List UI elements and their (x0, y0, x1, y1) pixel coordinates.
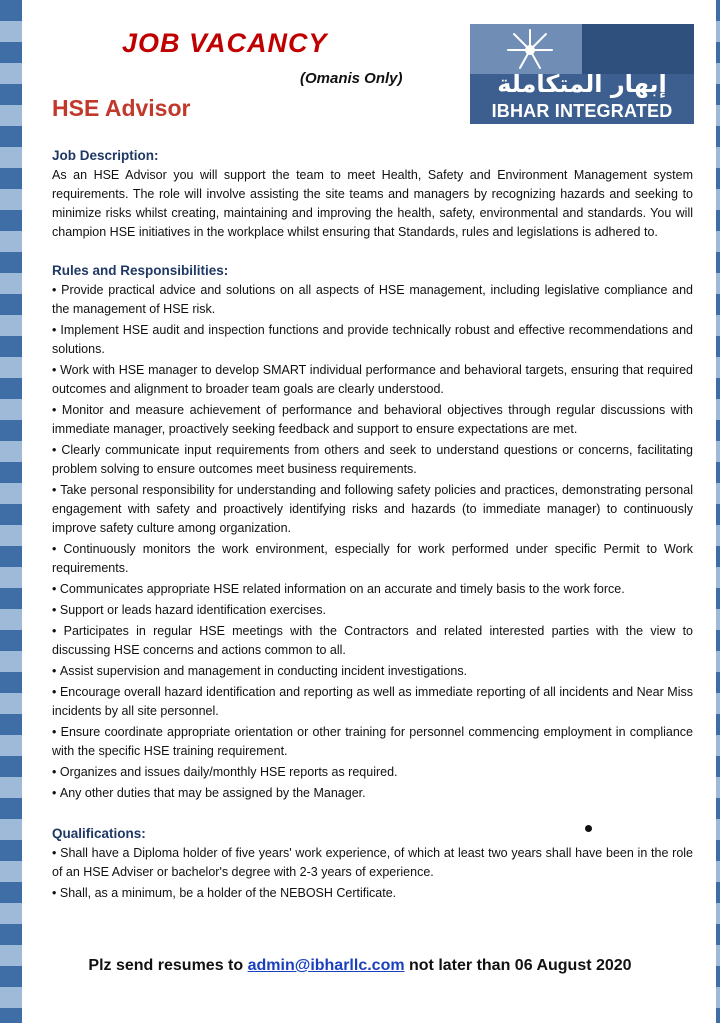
logo-arabic-text: إبهار المتكاملة (497, 70, 667, 98)
job-title: HSE Advisor (52, 95, 191, 121)
list-item: • Encourage overall hazard identification and reporting as well as immediate reporting of all incidents and Near Miss incidents by all site personnel. (52, 683, 693, 721)
logo-latin-text: IBHAR INTEGRATED (491, 101, 673, 121)
job-description-text: As an HSE Advisor you will support the team to meet Health, Safety and Environment Management system requirements. The role will involve assisting the site teams and managers by recognizing hazards and seeking to minimize risks whilst creating, maintaining and improving the health, safety, environmental and standards. You will champion HSE initiatives in the workplace whilst ensuring that Standards, rules and legislations is adhered to. (52, 168, 693, 239)
list-item: • Implement HSE audit and inspection functions and provide technically robust and effective recommendations and solutions. (52, 321, 693, 359)
footer-prefix: Plz send resumes to (88, 957, 248, 974)
application-instructions (0, 957, 720, 975)
subhead: (Omanis Only) (300, 70, 403, 87)
list-item: • Any other duties that may be assigned by the Manager. (52, 784, 693, 803)
headline: JOB VACANCY (122, 28, 328, 58)
list-item: • Assist supervision and management in conducting incident investigations. (52, 662, 693, 681)
left-decorative-border (0, 0, 22, 1023)
vacancy-body (52, 146, 693, 905)
logo-pane-dark (582, 24, 694, 74)
qualifications-heading: Qualifications: (52, 826, 146, 841)
right-decorative-border (716, 0, 720, 1023)
list-item: • Continuously monitors the work environment, especially for work performed under specific Permit to Work requirements. (52, 540, 693, 578)
job-description-heading: Job Description: (52, 148, 159, 163)
list-item: • Ensure coordinate appropriate orientation or other training for personnel commencing employment in compliance with the specific HSE training requirement. (52, 723, 693, 761)
list-item: • Organizes and issues daily/monthly HSE reports as required. (52, 763, 693, 782)
email-link[interactable]: admin@ibharllc.com (247, 957, 405, 974)
list-item: • Communicates appropriate HSE related information on an accurate and timely basis to the work force. (52, 580, 693, 599)
footer-suffix: not later than 06 August 2020 (404, 957, 632, 974)
stray-dot (585, 825, 592, 832)
responsibilities-list (52, 281, 693, 803)
list-item: • Monitor and measure achievement of performance and behavioral objectives through regular discussions with immediate manager, proactively seeking feedback and support to ensure expectations are met. (52, 401, 693, 439)
qualifications-list (52, 844, 693, 903)
list-item: • Clearly communicate input requirements from others and seek to understand questions or concerns, facilitating problem solving to ensure outcomes meet business requirements. (52, 441, 693, 479)
company-logo (470, 24, 694, 124)
list-item: • Provide practical advice and solutions on all aspects of HSE management, including legislative compliance and the management of HSE risk. (52, 281, 693, 319)
list-item: • Support or leads hazard identification exercises. (52, 601, 693, 620)
list-item: • Shall, as a minimum, be a holder of the NEBOSH Certificate. (52, 884, 693, 903)
list-item: • Work with HSE manager to develop SMART individual performance and behavioral targets, ensuring that required outcomes and alignment to broader team goals are clearly understood. (52, 361, 693, 399)
list-item: • Participates in regular HSE meetings with the Contractors and related interested parties with the view to discussing HSE concerns and actions common to all. (52, 622, 693, 660)
list-item: • Shall have a Diploma holder of five years' work experience, of which at least two years shall have been in the role of an HSE Adviser or bachelor's degree with 2-3 years of experience. (52, 844, 693, 882)
responsibilities-heading: Rules and Responsibilities: (52, 263, 229, 278)
list-item: • Take personal responsibility for understanding and following safety policies and practices, demonstrating personal engagement with safety and proactively identifying risks and hazards (to immediate manager) to continuously improve safety culture among organization. (52, 481, 693, 538)
starburst-icon (500, 26, 560, 74)
